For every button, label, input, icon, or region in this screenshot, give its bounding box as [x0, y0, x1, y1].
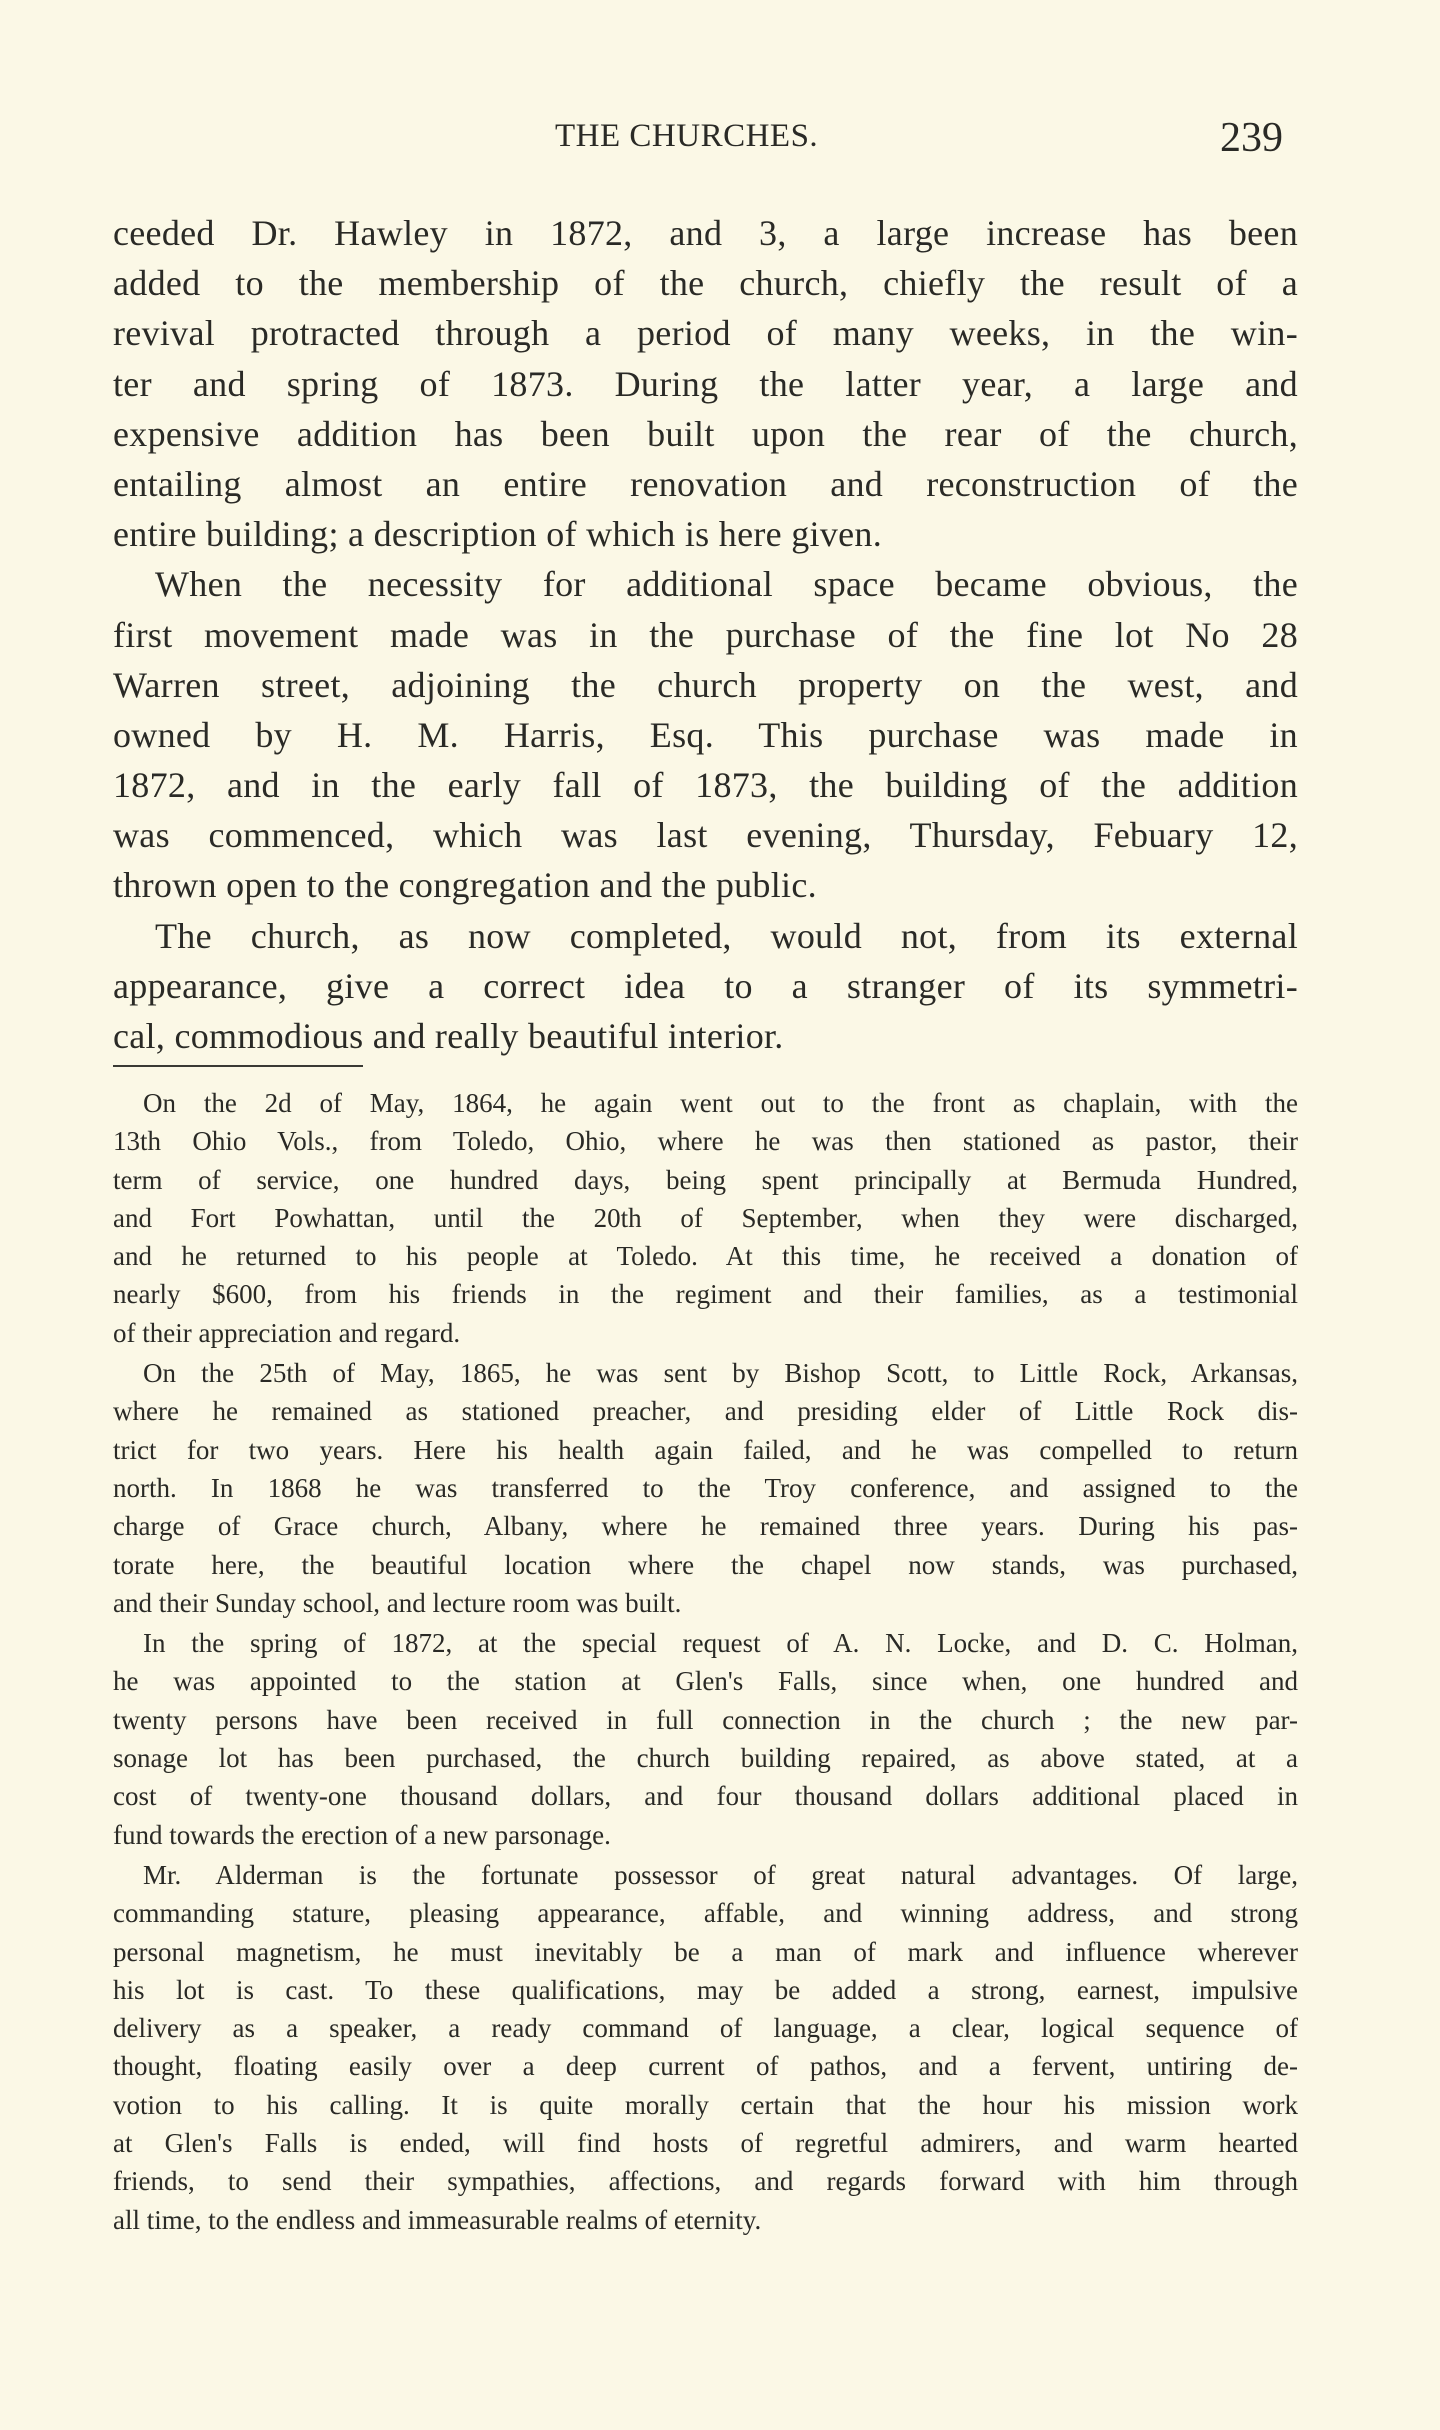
text-line: On the 25th of May, 1865, he was sent by Bishop Scott, to Little Rock, Arkansas, — [143, 1358, 1298, 1389]
text-line: delivery as a speaker, a ready command of language, a clear, logical sequence of — [113, 2013, 1298, 2044]
text-line: expensive addition has been built upon the rear of the church, — [113, 413, 1298, 454]
text-line: The church, as now completed, would not, from its external — [155, 915, 1298, 956]
text-line: Mr. Alderman is the fortunate possessor of great natural advantages. Of large, — [143, 1859, 1298, 1890]
text-line: and he returned to his people at Toledo. At this time, he received a donation of — [113, 1241, 1298, 1272]
text-line: his lot is cast. To these qualifications, may be added a strong, earnest, impulsive — [113, 1974, 1298, 2005]
main-text — [113, 208, 1298, 1061]
text-line: Warren street, adjoining the church property on the west, and — [113, 664, 1298, 705]
footnote-paragraph-2 — [113, 1354, 1298, 1622]
footnotes — [113, 1084, 1298, 2241]
text-line: On the 2d of May, 1864, he again went out to the front as chaplain, with the — [143, 1088, 1298, 1118]
text-line: revival protracted through a period of many weeks, in the win- — [113, 313, 1298, 354]
page-number: 239 — [1220, 115, 1283, 161]
text-line: and their Sunday school, and lecture room was built. — [113, 1587, 682, 1618]
text-line: friends, to send their sympathies, affections, and regards forward with him through — [113, 2166, 1298, 2197]
footnote-paragraph-4 — [113, 1856, 1298, 2239]
text-line: first movement made was in the purchase of the fine lot No 28 — [113, 614, 1298, 655]
text-line: all time, to the endless and immeasurable realms of eternity. — [113, 2204, 762, 2235]
body-paragraph-2 — [113, 559, 1298, 910]
text-line: cal, commodious and really beautiful interior. — [113, 1016, 784, 1056]
text-line: term of service, one hundred days, being spent principally at Bermuda Hundred, — [113, 1164, 1298, 1195]
footnote-paragraph-3 — [113, 1624, 1298, 1854]
text-line: ter and spring of 1873. During the latter year, a large and — [113, 363, 1298, 404]
text-line: trict for two years. Here his health again failed, and he was compelled to return — [113, 1434, 1298, 1465]
text-line: sonage lot has been purchased, the church building repaired, as above stated, at a — [113, 1743, 1298, 1774]
text-line: charge of Grace church, Albany, where he remained three years. During his pas- — [113, 1511, 1298, 1542]
text-line: appearance, give a correct idea to a stranger of its symmetri- — [113, 965, 1298, 1006]
text-line: torate here, the beautiful location where the chapel now stands, was purchased, — [113, 1549, 1298, 1580]
text-line: where he remained as stationed preacher, and presiding elder of Little Rock dis- — [113, 1396, 1298, 1427]
body-paragraph-1 — [113, 208, 1298, 559]
text-line: twenty persons have been received in full connection in the church ; the new par- — [113, 1704, 1298, 1735]
text-line: 13th Ohio Vols., from Toledo, Ohio, where he was then stationed as pastor, their — [113, 1126, 1298, 1157]
text-line: 1872, and in the early fall of 1873, the building of the addition — [113, 765, 1298, 806]
text-line: thought, floating easily over a deep current of pathos, and a fervent, untiring de- — [113, 2051, 1298, 2082]
text-line: he was appointed to the station at Glen's Falls, since when, one hundred and — [113, 1666, 1298, 1697]
footnote-rule — [113, 1065, 363, 1067]
text-line: of their appreciation and regard. — [113, 1317, 461, 1348]
text-line: north. In 1868 he was transferred to the Troy conference, and assigned to the — [113, 1472, 1298, 1503]
text-line: fund towards the erection of a new parsonage. — [113, 1819, 611, 1850]
text-line: at Glen's Falls is ended, will find hosts of regretful admirers, and warm hearted — [113, 2128, 1298, 2159]
text-line: In the spring of 1872, at the special request of A. N. Locke, and D. C. Holman, — [143, 1628, 1298, 1659]
text-line: cost of twenty-one thousand dollars, and four thousand dollars additional placed in — [113, 1781, 1298, 1812]
text-line: added to the membership of the church, chiefly the result of a — [113, 263, 1298, 304]
running-head-title: THE CHURCHES. — [555, 118, 819, 154]
text-line: owned by H. M. Harris, Esq. This purchase was made in — [113, 714, 1298, 755]
text-line: When the necessity for additional space became obvious, the — [155, 564, 1298, 605]
text-line: ceeded Dr. Hawley in 1872, and 3, a large increase has been — [113, 213, 1298, 253]
footnote-paragraph-1 — [113, 1084, 1298, 1352]
text-line: and Fort Powhattan, until the 20th of September, when they were discharged, — [113, 1202, 1298, 1233]
running-head — [0, 115, 1440, 162]
text-line: commanding stature, pleasing appearance, affable, and winning address, and strong — [113, 1898, 1298, 1929]
text-line: thrown open to the congregation and the public. — [113, 865, 817, 906]
text-line: votion to his calling. It is quite morally certain that the hour his mission work — [113, 2089, 1298, 2120]
text-line: entailing almost an entire renovation and reconstruction of the — [113, 463, 1298, 504]
text-line: personal magnetism, he must inevitably be a man of mark and influence wherever — [113, 1936, 1298, 1967]
text-line: entire building; a description of which is here given. — [113, 514, 883, 555]
text-line: was commenced, which was last evening, Thursday, Febuary 12, — [113, 815, 1298, 856]
text-line: nearly $600, from his friends in the regiment and their families, as a testimonial — [113, 1279, 1298, 1310]
body-paragraph-3 — [113, 911, 1298, 1062]
